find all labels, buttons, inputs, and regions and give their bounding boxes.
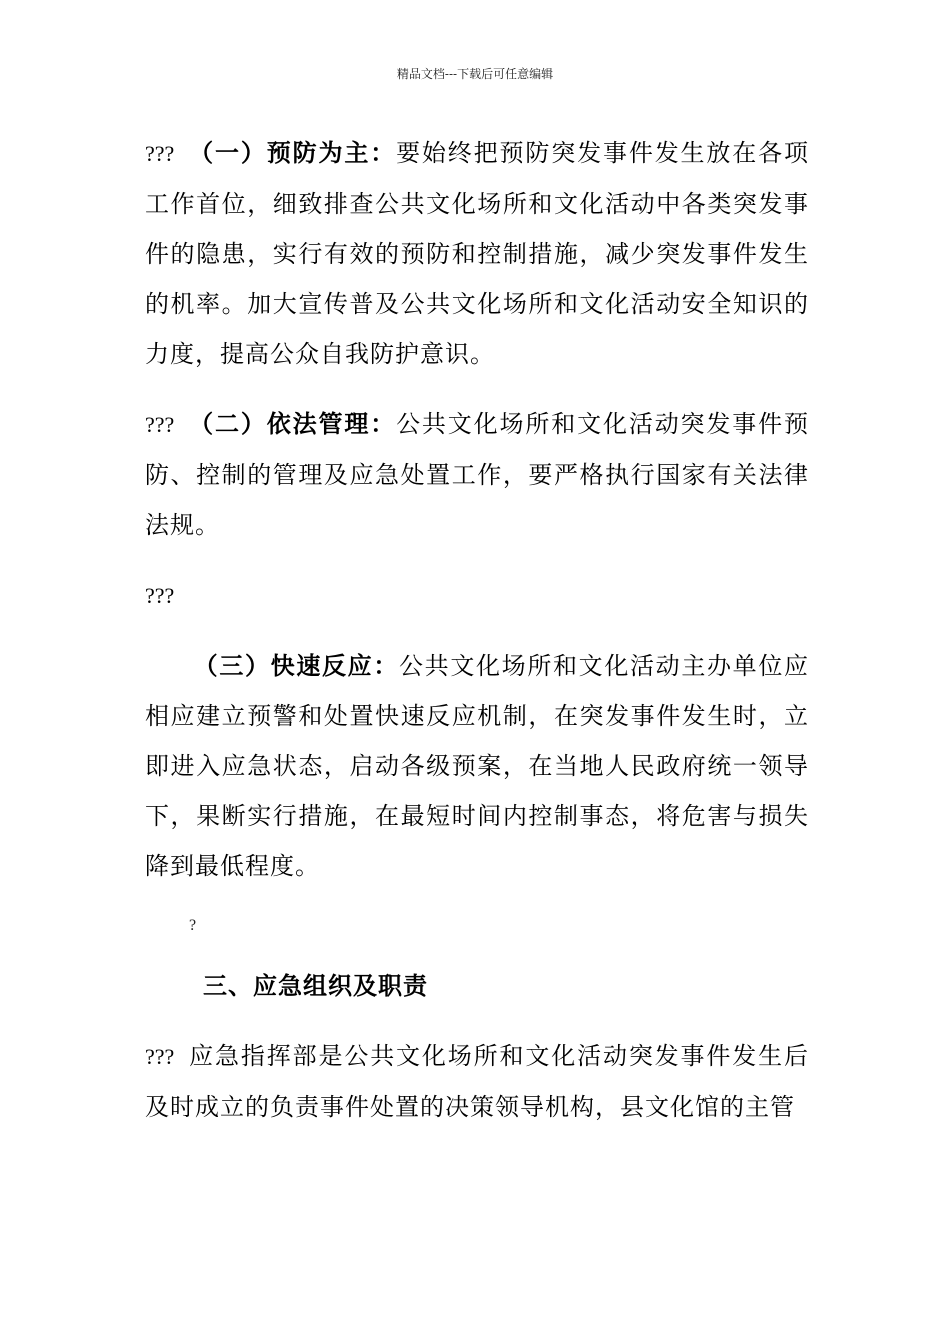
paragraph-command-center [145, 1031, 809, 1132]
page-header: 精品文档---下载后可任意编辑 [396, 67, 554, 81]
paragraph-text: 公共文化场所和文化活动突发事件预防、控制的管理及应急处置工作，要严格执行国家有关法律法规。 [145, 410, 810, 539]
placeholder-marks: ??? [145, 141, 175, 166]
paragraph-heading: （二）依法管理： [188, 410, 397, 438]
placeholder-line [145, 570, 809, 621]
paragraph-heading: （三）快速反应： [193, 652, 399, 680]
section-title: 三、应急组织及职责 [203, 972, 428, 1000]
placeholder-marks: ??? [145, 1044, 175, 1069]
placeholder-marks: ??? [145, 583, 175, 608]
paragraph-text: 要始终把预防突发事件发生放在各项工作首位，细致排查公共文化场所和文化活动中各类突发事件的隐患，实行有效的预防和控制措施，减少突发事件发生的机率。加大宣传普及公共文化场所和文化活动安全知识的力度，提高公众自我防护意识。 [145, 139, 810, 368]
paragraph-rapid-response [145, 641, 809, 891]
question-marker: ? [189, 917, 198, 934]
paragraph-text: 应急指挥部是公共文化场所和文化活动突发事件发生后及时成立的负责事件处置的决策领导机构，县文化馆的主管 [145, 1042, 809, 1121]
document-body [145, 128, 809, 1132]
paragraph-legal-management [145, 399, 809, 550]
placeholder-marks: ??? [145, 412, 175, 437]
paragraph-heading: （一）预防为主： [188, 139, 397, 167]
paragraph-prevention [145, 128, 809, 379]
paragraph-text: 公共文化场所和文化活动主办单位应相应建立预警和处置快速反应机制，在突发事件发生时，立即进入应急状态，启动各级预案，在当地人民政府统一领导下，果断实行措施，在最短时间内控制事态，将危害与损失降到最低程度。 [145, 652, 809, 880]
